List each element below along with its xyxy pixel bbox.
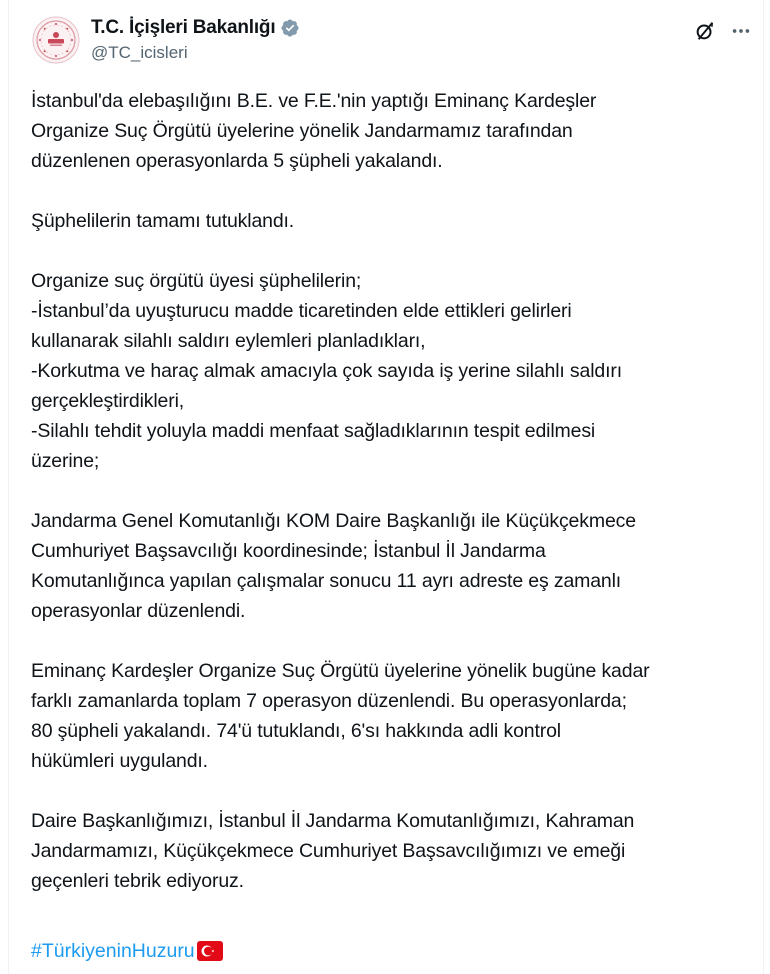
text-line: -Korkutma ve haraç almak amacıyla çok sayıda iş yerine silahlı saldırı <box>31 360 622 382</box>
verified-badge-icon[interactable] <box>280 18 300 38</box>
text-line: Daire Başkanlığımızı, İstanbul İl Jandarma Komutanlığımızı, Kahraman <box>31 810 635 832</box>
text-line: operasyonlar düzenlendi. <box>31 600 246 622</box>
text-line: geçenleri tebrik ediyoruz. <box>31 870 244 892</box>
tweet-paragraph-2 <box>31 206 751 236</box>
text-line: Organize suç örgütü üyesi şüphelilerin; <box>31 270 362 292</box>
hashtag-row <box>31 936 223 966</box>
header-actions <box>694 20 752 42</box>
tweet-paragraph-1 <box>31 86 751 176</box>
tweet-paragraph-6 <box>31 806 751 896</box>
tweet-paragraph-5 <box>31 656 751 776</box>
author-handle[interactable]: @TC_icisleri <box>91 43 188 62</box>
author-display-name[interactable]: T.C. İçişleri Bakanlığı <box>91 17 276 38</box>
text-line: -Silahlı tehdit yoluyla maddi menfaat sağladıklarının tespit edilmesi <box>31 420 596 442</box>
text-line: Organize Suç Örgütü üyelerine yönelik Jandarmamız tarafından <box>31 120 573 142</box>
avatar[interactable] <box>32 16 80 64</box>
text-line: farklı zamanlarda toplam 7 operasyon düzenlendi. Bu operasyonlarda; <box>31 690 627 712</box>
ministry-emblem-icon <box>32 16 80 64</box>
text-line: Jandarma Genel Komutanlığı KOM Daire Başkanlığı ile Küçükçekmece <box>31 510 636 532</box>
text-line: Şüphelilerin tamamı tutuklandı. <box>31 210 295 232</box>
more-options-icon[interactable] <box>730 20 752 42</box>
text-line: üzerine; <box>31 450 100 472</box>
text-line: hükümleri uygulandı. <box>31 750 208 772</box>
text-line: kullanarak silahlı saldırı eylemleri planladıkları, <box>31 330 426 352</box>
tweet-text <box>31 86 751 926</box>
text-line: Jandarmamızı, Küçükçekmece Cumhuriyet Başsavcılığımızı ve emeği <box>31 840 626 862</box>
tweet-paragraph-4 <box>31 506 751 626</box>
hashtag-link[interactable]: #TürkiyeninHuzuru <box>31 940 195 962</box>
text-line: 80 şüpheli yakalandı. 74'ü tutuklandı, 6'sı hakkında adli kontrol <box>31 720 561 742</box>
text-line: Eminanç Kardeşler Organize Suç Örgütü üyelerine yönelik bugüne kadar <box>31 660 650 682</box>
text-line: düzenlenen operasyonlarda 5 şüpheli yakalandı. <box>31 150 443 172</box>
tweet-header <box>32 14 752 70</box>
text-line: gerçekleştirdikleri, <box>31 390 185 412</box>
text-line: İstanbul'da elebaşılığını B.E. ve F.E.'nin yaptığı Eminanç Kardeşler <box>31 90 597 112</box>
grok-icon[interactable] <box>694 20 716 42</box>
turkey-flag-icon <box>197 941 223 961</box>
tweet-paragraph-3 <box>31 266 751 476</box>
text-line: Cumhuriyet Başsavcılığı koordinesinde; İstanbul İl Jandarma <box>31 540 546 562</box>
text-line: -İstanbul’da uyuşturucu madde ticaretinden elde ettikleri gelirleri <box>31 300 572 322</box>
author-info <box>91 16 300 63</box>
text-line: Komutanlığınca yapılan çalışmalar sonucu 11 ayrı adreste eş zamanlı <box>31 570 622 592</box>
